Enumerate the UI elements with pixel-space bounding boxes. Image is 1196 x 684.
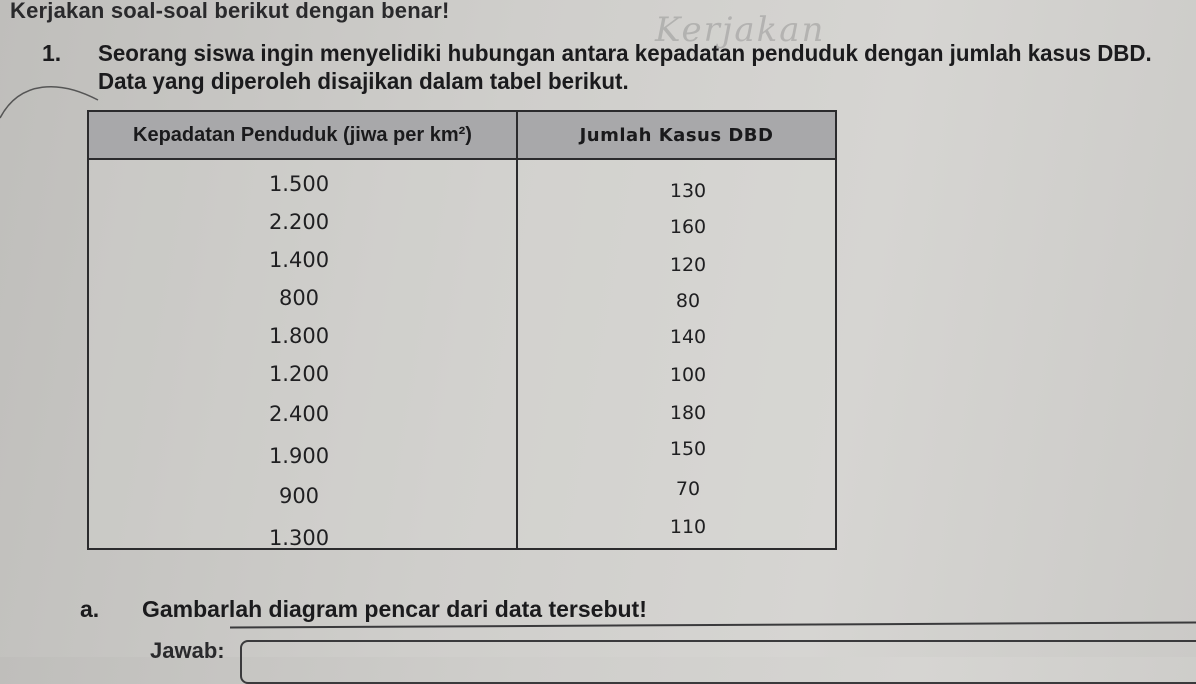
density-cell: 1.500 [268, 172, 330, 196]
cases-cell: 130 [669, 180, 707, 202]
density-column [89, 160, 518, 548]
answer-box[interactable] [240, 640, 1196, 684]
answer-label: Jawab: [150, 638, 225, 663]
worksheet-heading: Kerjakan soal-soal berikut dengan benar! [10, 0, 450, 23]
cases-column [518, 160, 835, 548]
cases-cell: 150 [669, 438, 707, 460]
sub-question-label: a. [80, 596, 100, 622]
table-header [89, 112, 835, 160]
header-density: Kepadatan Penduduk (jiwa per km²) [89, 112, 518, 158]
cases-cell: 140 [669, 326, 707, 348]
data-table [87, 110, 837, 550]
cases-cell: 110 [669, 516, 707, 538]
margin-curve-decoration [0, 60, 100, 120]
density-cell: 900 [278, 484, 320, 508]
cases-cell: 100 [669, 364, 707, 386]
table-body [89, 160, 835, 548]
density-cell: 1.900 [268, 444, 330, 468]
density-cell: 2.400 [268, 402, 330, 426]
cases-cell: 180 [669, 402, 707, 424]
density-cell: 800 [278, 286, 320, 310]
question-text-line1: Seorang siswa ingin menyelidiki hubungan antara kepadatan penduduk dengan jumlah kasus DBD. [98, 40, 1152, 66]
cases-cell: 160 [669, 216, 707, 238]
header-cases: Jumlah Kasus DBD [579, 124, 774, 146]
sub-question-text: Gambarlah diagram pencar dari data tersebut! [142, 596, 647, 622]
density-cell: 2.200 [268, 210, 330, 234]
density-cell: 1.400 [268, 248, 330, 272]
handwritten-note: Kerjakan [655, 10, 826, 50]
density-cell: 1.200 [268, 362, 330, 386]
density-cell: 1.300 [268, 526, 330, 550]
cases-cell: 120 [669, 254, 707, 276]
density-cell: 1.800 [268, 324, 330, 348]
cases-cell: 80 [675, 290, 701, 312]
cases-cell: 70 [675, 478, 701, 500]
question-text-line2: Data yang diperoleh disajikan dalam tabel berikut. [98, 68, 629, 94]
question-number: 1. [42, 40, 62, 66]
